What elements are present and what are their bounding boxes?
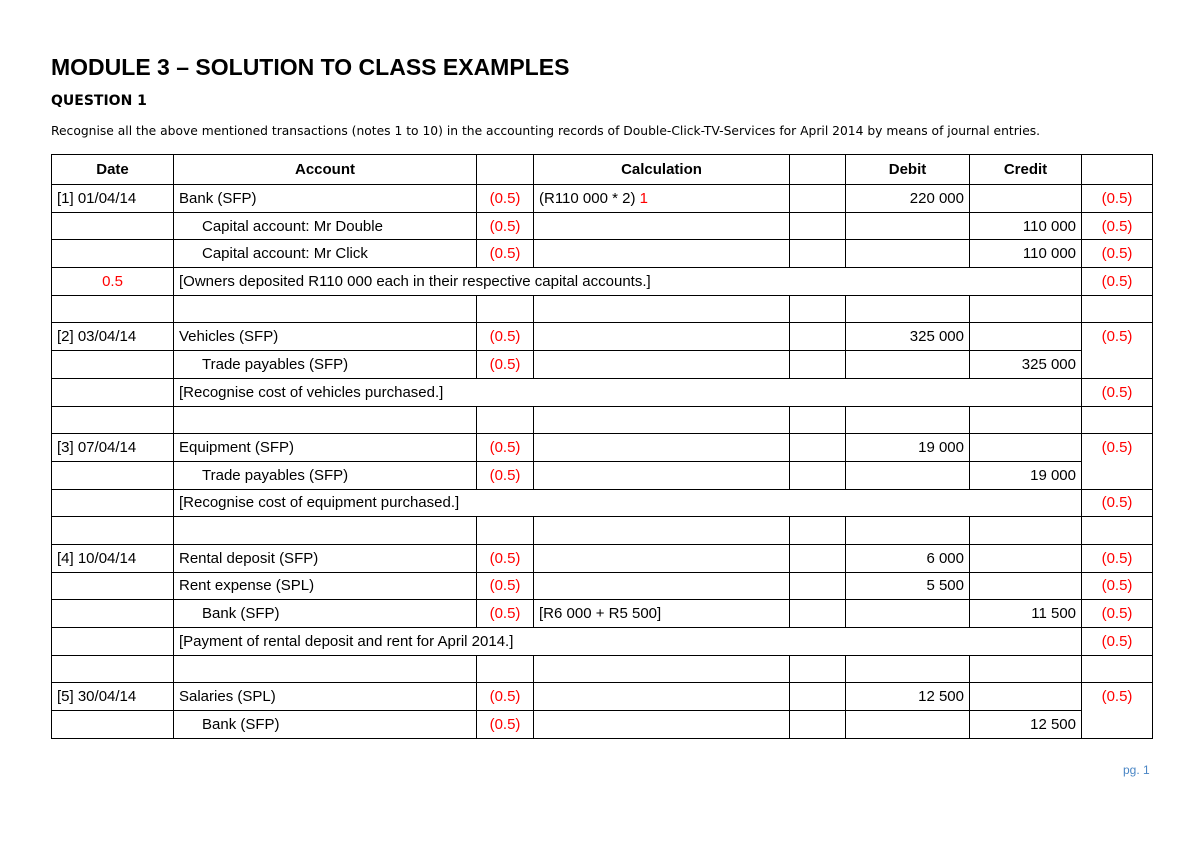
narration-row [52, 378, 1153, 406]
calculation-mark: 1 [639, 189, 648, 207]
row-credit: 110 000 [970, 212, 1082, 240]
account-mark: (0.5) [477, 351, 534, 379]
table-row [52, 600, 1153, 628]
narration-text: [Payment of rental deposit and rent for April 2014.] [174, 628, 1082, 656]
table-row [52, 240, 1153, 268]
row-account: Trade payables (SFP) [174, 351, 477, 379]
row-mark: (0.5) [1082, 378, 1153, 406]
row-date: [3] 07/04/14 [52, 434, 174, 462]
table-header-row [52, 155, 1153, 185]
row-credit: 19 000 [970, 461, 1082, 489]
row-date: [4] 10/04/14 [52, 544, 174, 572]
spacer-row [52, 295, 1153, 323]
row-account: Salaries (SPL) [174, 683, 477, 711]
row-credit: 325 000 [970, 351, 1082, 379]
row-credit: 12 500 [970, 711, 1082, 739]
row-account: Rent expense (SPL) [174, 572, 477, 600]
row-account: Trade payables (SFP) [174, 461, 477, 489]
spacer-row [52, 655, 1153, 683]
table-row [52, 351, 1153, 379]
header-date: Date [52, 155, 174, 185]
row-mark: (0.5) [1082, 489, 1153, 517]
row-account: Vehicles (SFP) [174, 323, 477, 351]
account-mark: (0.5) [477, 323, 534, 351]
table-row [52, 572, 1153, 600]
account-mark: (0.5) [477, 212, 534, 240]
row-mark: (0.5) [1082, 600, 1153, 628]
narration-row [52, 268, 1153, 296]
table-row [52, 461, 1153, 489]
account-mark: (0.5) [477, 240, 534, 268]
row-debit: 12 500 [846, 683, 970, 711]
row-account: Bank (SFP) [174, 185, 477, 213]
header-credit: Credit [970, 155, 1082, 185]
row-mark: (0.5) [1082, 268, 1153, 296]
account-mark: (0.5) [477, 434, 534, 462]
account-mark: (0.5) [477, 185, 534, 213]
page-title: MODULE 3 – SOLUTION TO CLASS EXAMPLES [51, 54, 570, 80]
narration-text: [Recognise cost of vehicles purchased.] [174, 378, 1082, 406]
spacer-row [52, 406, 1153, 434]
row-mark: (0.5) [1082, 434, 1153, 489]
table-row [52, 185, 1153, 213]
header-blank [1082, 155, 1153, 185]
row-mark: (0.5) [1082, 683, 1153, 738]
row-mark: (0.5) [1082, 572, 1153, 600]
row-mark: (0.5) [1082, 323, 1153, 378]
question-heading: QUESTION 1 [51, 93, 147, 109]
account-mark: (0.5) [477, 683, 534, 711]
account-mark: (0.5) [477, 711, 534, 739]
header-debit: Debit [846, 155, 970, 185]
account-mark: (0.5) [477, 544, 534, 572]
table-row [52, 434, 1153, 462]
row-calculation [534, 185, 790, 213]
row-account: Bank (SFP) [174, 711, 477, 739]
row-account: Equipment (SFP) [174, 434, 477, 462]
row-debit: 5 500 [846, 572, 970, 600]
table-row [52, 212, 1153, 240]
row-credit [970, 185, 1082, 213]
row-date: [5] 30/04/14 [52, 683, 174, 711]
narration-text: [Recognise cost of equipment purchased.] [174, 489, 1082, 517]
account-mark: (0.5) [477, 600, 534, 628]
narration-row [52, 489, 1153, 517]
row-mark: (0.5) [1082, 544, 1153, 572]
row-account: Rental deposit (SFP) [174, 544, 477, 572]
row-date: [1] 01/04/14 [52, 185, 174, 213]
question-instruction: Recognise all the above mentioned transactions (notes 1 to 10) in the accounting records of Double-Click-TV-Services for April 2014 by means of journal entries. [51, 124, 1041, 138]
header-account: Account [174, 155, 477, 185]
row-credit: 11 500 [970, 600, 1082, 628]
row-debit: 6 000 [846, 544, 970, 572]
table-row [52, 544, 1153, 572]
narration-text: [Owners deposited R110 000 each in their respective capital accounts.] [174, 268, 1082, 296]
row-account: Capital account: Mr Click [174, 240, 477, 268]
row-debit: 325 000 [846, 323, 970, 351]
calculation-text: (R110 000 * 2) [539, 189, 636, 207]
row-debit: 220 000 [846, 185, 970, 213]
row-mark: (0.5) [1082, 212, 1153, 240]
table-row [52, 323, 1153, 351]
row-debit: 19 000 [846, 434, 970, 462]
row-mark: (0.5) [1082, 185, 1153, 213]
row-calculation: [R6 000 + R5 500] [534, 600, 790, 628]
page-number: pg. 1 [1123, 763, 1150, 777]
table-row [52, 711, 1153, 739]
narration-row [52, 628, 1153, 656]
row-credit: 110 000 [970, 240, 1082, 268]
spacer-row [52, 517, 1153, 545]
header-blank [790, 155, 846, 185]
row-mark: (0.5) [1082, 240, 1153, 268]
account-mark: (0.5) [477, 461, 534, 489]
row-account: Bank (SFP) [174, 600, 477, 628]
row-date: [2] 03/04/14 [52, 323, 174, 351]
row-mark: (0.5) [1082, 628, 1153, 656]
header-blank [477, 155, 534, 185]
header-calculation: Calculation [534, 155, 790, 185]
account-mark: (0.5) [477, 572, 534, 600]
journal-table [51, 154, 1153, 739]
date-mark: 0.5 [52, 268, 174, 296]
table-row [52, 683, 1153, 711]
row-account: Capital account: Mr Double [174, 212, 477, 240]
